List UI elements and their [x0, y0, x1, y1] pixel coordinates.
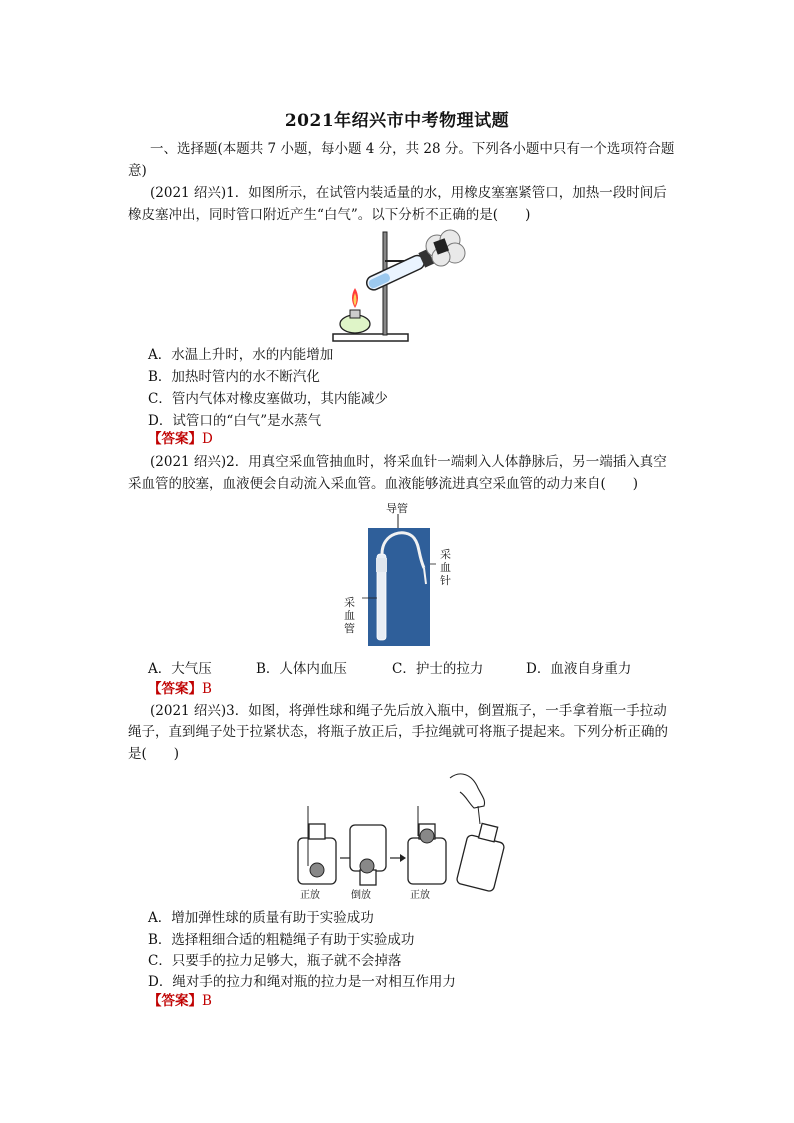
q1-answer-label: 【答案】 — [148, 431, 202, 447]
q2-answer-label: 【答案】 — [148, 681, 202, 697]
q3-stem-line3: 是( ) — [128, 746, 180, 762]
q2-label-top: 导管 — [386, 502, 408, 515]
q3-label-1: 正放 — [300, 890, 320, 901]
q3-option-b: B．选择粗细合适的粗糙绳子有助于实验成功 — [148, 932, 415, 948]
q2-option-a: A．大气压 — [148, 661, 212, 677]
q3-answer — [148, 990, 708, 1012]
q1-answer-value: D — [202, 431, 213, 447]
q1-option-b: B．加热时管内的水不断汽化 — [148, 369, 320, 385]
q2-option-b: B．人体内血压 — [256, 661, 347, 677]
q1-option-c: C．管内气体对橡皮塞做功，其内能减少 — [148, 391, 388, 407]
q2-label-left: 采 血 管 — [344, 596, 355, 635]
q2-answer — [148, 678, 708, 700]
q2-option-d: D．血液自身重力 — [526, 661, 632, 677]
q1-test-tube-figure — [325, 226, 470, 346]
q3-stem-line2: 绳子，直到绳子处于拉紧状态，将瓶子放正后，手拉绳就可将瓶子提起来。下列分析正确的 — [128, 724, 668, 740]
q1-answer — [148, 428, 708, 450]
q3-answer-value: B — [202, 993, 212, 1009]
q3-option-a: A．增加弹性球的质量有助于实验成功 — [148, 910, 374, 926]
q3-answer-label: 【答案】 — [148, 993, 202, 1009]
q1-stem-line1: (2021 绍兴)1．如图所示，在试管内装适量的水，用橡皮塞塞紧管口，加热一段时间后 — [150, 185, 667, 201]
q3-label-2: 倒放 — [351, 890, 371, 901]
q2-stem-line2: 采血管的胶塞，血液便会自动流入采血管。血液能够流进真空采血管的动力来自( ) — [128, 476, 639, 492]
q1-stem-line2: 橡皮塞冲出，同时管口附近产生“白气”。以下分析不正确的是( ) — [128, 207, 531, 223]
page-title: 2021年绍兴市中考物理试题 — [284, 111, 510, 131]
q2-blood-tube-figure — [340, 498, 455, 648]
section-heading-line2: 意) — [128, 163, 147, 179]
q2-stem-line1: (2021 绍兴)2．用真空采血管抽血时，将采血针一端刺入人体静脉后，另一端插入真空 — [150, 454, 667, 470]
q3-option-d: D．绳对手的拉力和绳对瓶的拉力是一对相互作用力 — [148, 974, 456, 990]
q2-options-row — [148, 658, 631, 680]
q2-label-right: 采 血 针 — [440, 548, 451, 587]
q3-option-c: C．只要手的拉力足够大，瓶子就不会掉落 — [148, 953, 402, 969]
q2-option-c: C．护士的拉力 — [392, 661, 484, 677]
q3-bottle-figure — [290, 766, 510, 901]
q3-label-3: 正放 — [410, 890, 430, 901]
section-heading-line1: 一、选择题(本题共 7 小题，每小题 4 分，共 28 分。下列各小题中只有一个选项符合题 — [150, 141, 675, 157]
q3-stem-line1: (2021 绍兴)3．如图，将弹性球和绳子先后放入瓶中，倒置瓶子，一手拿着瓶一手拉动 — [150, 703, 667, 719]
q1-option-d: D．试管口的“白气”是水蒸气 — [148, 413, 322, 429]
q2-answer-value: B — [202, 681, 212, 697]
q1-option-a: A．水温上升时，水的内能增加 — [148, 347, 334, 363]
